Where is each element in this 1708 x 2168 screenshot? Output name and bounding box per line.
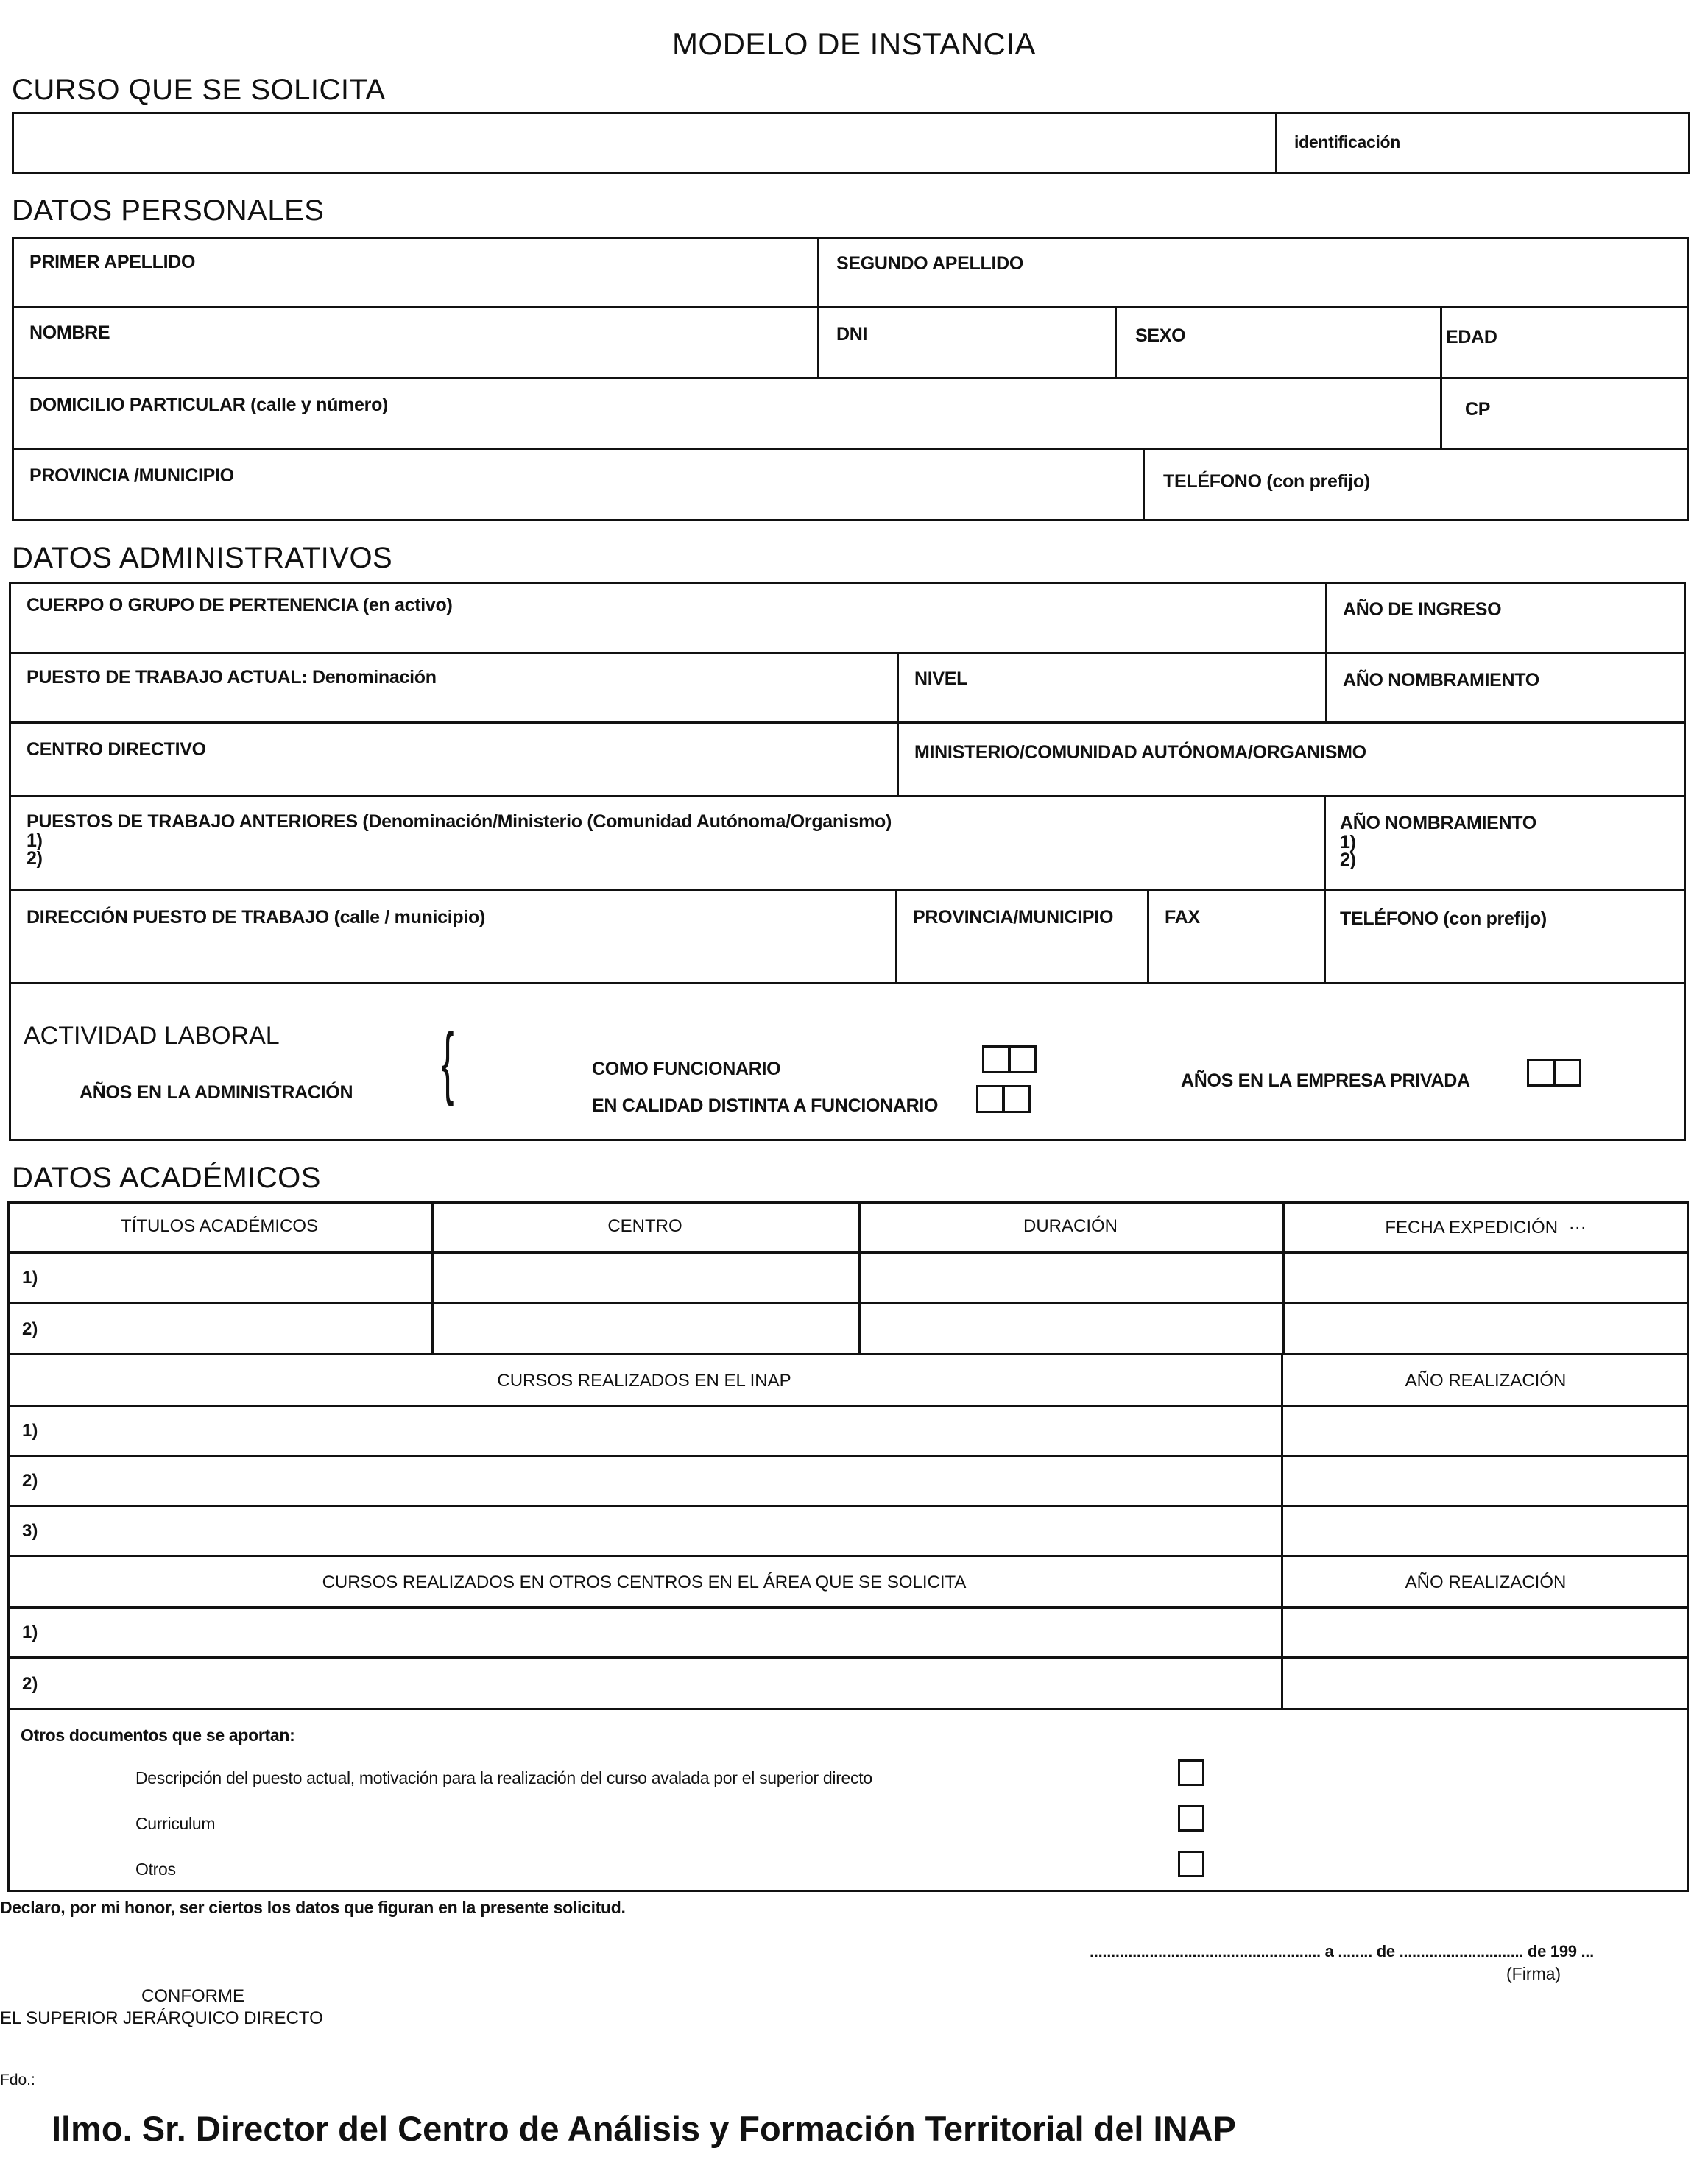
divider <box>12 448 1689 450</box>
inap-row-3-label: 3) <box>22 1521 38 1541</box>
divider <box>9 652 1686 654</box>
doc-descripcion-checkbox[interactable] <box>1178 1759 1204 1786</box>
cp-label: CP <box>1465 399 1491 420</box>
anio-nombramiento-item-2: 2) <box>1340 850 1356 870</box>
no-funcionario-digit-1-box[interactable] <box>976 1085 1004 1113</box>
col-fecha-mark: ··· <box>1568 1218 1587 1237</box>
puesto-anterior-1-field[interactable] <box>56 827 1319 845</box>
anio-nombramiento-item-1: 1) <box>1340 832 1356 852</box>
domicilio-field[interactable] <box>16 421 1437 445</box>
divider <box>7 1606 1689 1609</box>
anio-otros-2-field[interactable] <box>1285 1661 1684 1705</box>
primer-apellido-label: PRIMER APELLIDO <box>29 252 196 272</box>
divider <box>12 377 1689 379</box>
doc-otros-label: Otros <box>135 1860 176 1879</box>
divider <box>1281 1353 1283 1708</box>
inap-row-1-label: 1) <box>22 1421 38 1441</box>
nivel-field[interactable] <box>901 692 1322 718</box>
segundo-apellido-field[interactable] <box>822 280 1684 303</box>
titulo-2-field[interactable] <box>52 1306 428 1350</box>
divider <box>1147 889 1149 982</box>
anio-realizacion-otros-header: AÑO REALIZACIÓN <box>1405 1572 1567 1592</box>
titulo-row-2-label: 2) <box>22 1319 38 1339</box>
fax-field[interactable] <box>1151 933 1321 979</box>
divider <box>7 1708 1689 1710</box>
segundo-apellido-label: SEGUNDO APELLIDO <box>836 253 1024 274</box>
empresa-digit-1-box[interactable] <box>1527 1059 1555 1087</box>
empresa-privada-label: AÑOS EN LA EMPRESA PRIVADA <box>1181 1070 1470 1091</box>
provincia-municipio-field[interactable] <box>900 933 1144 979</box>
anio-anterior-1-field[interactable] <box>1368 829 1681 847</box>
edad-field[interactable] <box>1444 349 1684 374</box>
puestos-anteriores-item-1: 1) <box>27 830 43 851</box>
domicilio-label: DOMICILIO PARTICULAR (calle y número) <box>29 395 389 415</box>
col-titulos-header: TÍTULOS ACADÉMICOS <box>120 1216 319 1236</box>
fecha-firma-line: ...................................................... a ........ de ............................. de 199 ... <box>1090 1942 1594 1960</box>
divider <box>7 1353 1689 1355</box>
puestos-anteriores-label: PUESTOS DE TRABAJO ANTERIORES (Denominación/Ministerio (Comunidad Autónoma/Organismo) <box>27 811 892 832</box>
fecha-2-field[interactable] <box>1287 1306 1684 1350</box>
fecha-firma-field[interactable] <box>1090 1938 1687 1964</box>
divider <box>1275 112 1277 174</box>
curso-otros-1-field[interactable] <box>52 1611 1278 1653</box>
divider <box>817 237 819 377</box>
conforme-label: CONFORME <box>141 1986 244 2006</box>
cursos-inap-header: CURSOS REALIZADOS EN EL INAP <box>497 1371 791 1391</box>
anios-administracion-label: AÑOS EN LA ADMINISTRACIÓN <box>80 1082 353 1103</box>
centro-directivo-label: CENTRO DIRECTIVO <box>27 739 206 760</box>
fecha-1-field[interactable] <box>1287 1256 1684 1299</box>
telefono-trabajo-field[interactable] <box>1328 933 1681 979</box>
divider <box>1440 306 1442 448</box>
telefono-label: TELÉFONO (con prefijo) <box>1163 471 1370 492</box>
divider <box>1324 795 1326 982</box>
anio-nombramiento-field[interactable] <box>1330 695 1681 718</box>
divider <box>7 1555 1689 1557</box>
col-duracion-header: DURACIÓN <box>1023 1216 1118 1236</box>
anio-inap-1-field[interactable] <box>1285 1409 1684 1452</box>
brace-icon: { <box>442 1017 454 1107</box>
anio-inap-3-field[interactable] <box>1285 1509 1684 1552</box>
puestos-anteriores-item-2: 2) <box>27 848 43 869</box>
doc-curriculum-checkbox[interactable] <box>1178 1805 1204 1832</box>
ministerio-field[interactable] <box>901 766 1681 792</box>
funcionario-digit-1-box[interactable] <box>982 1045 1010 1073</box>
cp-field[interactable] <box>1444 421 1684 445</box>
fdo-field[interactable] <box>37 2067 552 2092</box>
centro-1-field[interactable] <box>436 1256 855 1299</box>
otros-documentos-label: Otros documentos que se aportan: <box>21 1726 295 1745</box>
declaracion-text: Declaro, por mi honor, ser ciertos los datos que figuran en la presente solicitud. <box>0 1898 626 1917</box>
divider <box>9 889 1686 891</box>
empresa-digit-2-box[interactable] <box>1553 1059 1581 1087</box>
provincia-field[interactable] <box>16 492 1140 518</box>
superior-label: EL SUPERIOR JERÁRQUICO DIRECTO <box>0 2008 323 2028</box>
anio-nombramiento-anteriores-label: AÑO NOMBRAMIENTO <box>1340 813 1536 833</box>
sexo-field[interactable] <box>1119 349 1437 374</box>
puesto-actual-field[interactable] <box>13 692 894 718</box>
duracion-1-field[interactable] <box>863 1256 1280 1299</box>
section-personales: DATOS PERSONALES <box>12 194 325 227</box>
fdo-label: Fdo.: <box>0 2072 35 2088</box>
form-title: MODELO DE INSTANCIA <box>671 27 1037 61</box>
cursos-otros-header: CURSOS REALIZADOS EN OTROS CENTROS EN EL ÁREA QUE SE SOLICITA <box>322 1572 967 1592</box>
divider <box>1143 448 1145 521</box>
divider <box>9 721 1686 724</box>
cuerpo-label: CUERPO O GRUPO DE PERTENENCIA (en activo) <box>27 595 453 615</box>
destinatario-text: Ilmo. Sr. Director del Centro de Análisis y Formación Territorial del INAP <box>52 2109 1236 2148</box>
centro-directivo-field[interactable] <box>13 764 894 792</box>
section-administrativos: DATOS ADMINISTRATIVOS <box>12 542 393 574</box>
anio-ingreso-field[interactable] <box>1330 623 1681 649</box>
section-curso: CURSO QUE SE SOLICITA <box>12 74 386 106</box>
nombre-field[interactable] <box>16 349 814 374</box>
puesto-anterior-2-field[interactable] <box>56 847 1319 864</box>
col-fecha-label: FECHA EXPEDICIÓN <box>1385 1218 1559 1237</box>
calidad-distinta-label: EN CALIDAD DISTINTA A FUNCIONARIO <box>592 1095 939 1116</box>
provincia-label: PROVINCIA /MUNICIPIO <box>29 465 234 486</box>
divider <box>9 795 1686 797</box>
identificacion-label: identificación <box>1294 133 1401 152</box>
col-centro-header: CENTRO <box>607 1216 682 1236</box>
doc-descripcion-label: Descripción del puesto actual, motivación para la realización del curso avalada por el superior directo <box>135 1768 872 1787</box>
titulo-1-field[interactable] <box>52 1256 428 1299</box>
divider <box>897 652 899 795</box>
curso-inap-2-field[interactable] <box>52 1459 1278 1502</box>
sexo-label: SEXO <box>1135 325 1186 346</box>
telefono-trabajo-label: TELÉFONO (con prefijo) <box>1340 908 1547 929</box>
anio-anterior-2-field[interactable] <box>1368 848 1681 866</box>
como-funcionario-label: COMO FUNCIONARIO <box>592 1059 781 1079</box>
dni-field[interactable] <box>822 349 1112 374</box>
edad-label: EDAD <box>1446 327 1497 347</box>
centro-2-field[interactable] <box>436 1306 855 1350</box>
section-academicos: DATOS ACADÉMICOS <box>12 1162 321 1194</box>
anio-inap-2-field[interactable] <box>1285 1459 1684 1502</box>
anio-realizacion-inap-header: AÑO REALIZACIÓN <box>1405 1371 1567 1391</box>
divider <box>1325 582 1327 721</box>
inap-row-2-label: 2) <box>22 1471 38 1491</box>
primer-apellido-field[interactable] <box>16 280 814 303</box>
fax-label: FAX <box>1165 907 1200 928</box>
divider <box>7 1505 1689 1507</box>
duracion-2-field[interactable] <box>863 1306 1280 1350</box>
divider <box>9 982 1686 984</box>
doc-otros-checkbox[interactable] <box>1178 1851 1204 1877</box>
curso-field[interactable] <box>16 116 1272 169</box>
anio-ingreso-label: AÑO DE INGRESO <box>1343 599 1502 620</box>
direccion-puesto-label: DIRECCIÓN PUESTO DE TRABAJO (calle / municipio) <box>27 907 486 928</box>
anio-otros-1-field[interactable] <box>1285 1611 1684 1653</box>
direccion-puesto-field[interactable] <box>13 933 892 979</box>
divider <box>895 889 897 982</box>
divider <box>7 1302 1689 1304</box>
nombre-label: NOMBRE <box>29 322 110 343</box>
divider <box>7 1405 1689 1407</box>
otros-row-2-label: 2) <box>22 1674 38 1694</box>
actividad-laboral-label: ACTIVIDAD LABORAL <box>24 1022 280 1050</box>
curso-inap-3-field[interactable] <box>52 1509 1278 1552</box>
curso-inap-1-field[interactable] <box>52 1409 1278 1452</box>
divider <box>7 1251 1689 1254</box>
divider <box>1115 306 1117 377</box>
no-funcionario-digit-2-box[interactable] <box>1003 1085 1031 1113</box>
doc-curriculum-label: Curriculum <box>135 1814 216 1833</box>
curso-otros-2-field[interactable] <box>52 1661 1278 1705</box>
cuerpo-field[interactable] <box>13 620 1322 649</box>
divider <box>12 306 1689 308</box>
telefono-field[interactable] <box>1147 495 1684 518</box>
funcionario-digit-2-box[interactable] <box>1009 1045 1037 1073</box>
nivel-label: NIVEL <box>914 668 968 689</box>
ministerio-label: MINISTERIO/COMUNIDAD AUTÓNOMA/ORGANISMO <box>914 742 1366 763</box>
firma-label: (Firma) <box>1506 1964 1561 1983</box>
anio-nombramiento-label: AÑO NOMBRAMIENTO <box>1343 670 1539 691</box>
puesto-actual-label: PUESTO DE TRABAJO ACTUAL: Denominación <box>27 667 437 688</box>
provincia-municipio-label: PROVINCIA/MUNICIPIO <box>913 907 1114 928</box>
divider <box>7 1656 1689 1659</box>
otros-row-1-label: 1) <box>22 1623 38 1642</box>
divider <box>7 1455 1689 1457</box>
dni-label: DNI <box>836 324 868 345</box>
col-fecha-header <box>1282 1218 1689 1238</box>
titulo-row-1-label: 1) <box>22 1268 38 1288</box>
